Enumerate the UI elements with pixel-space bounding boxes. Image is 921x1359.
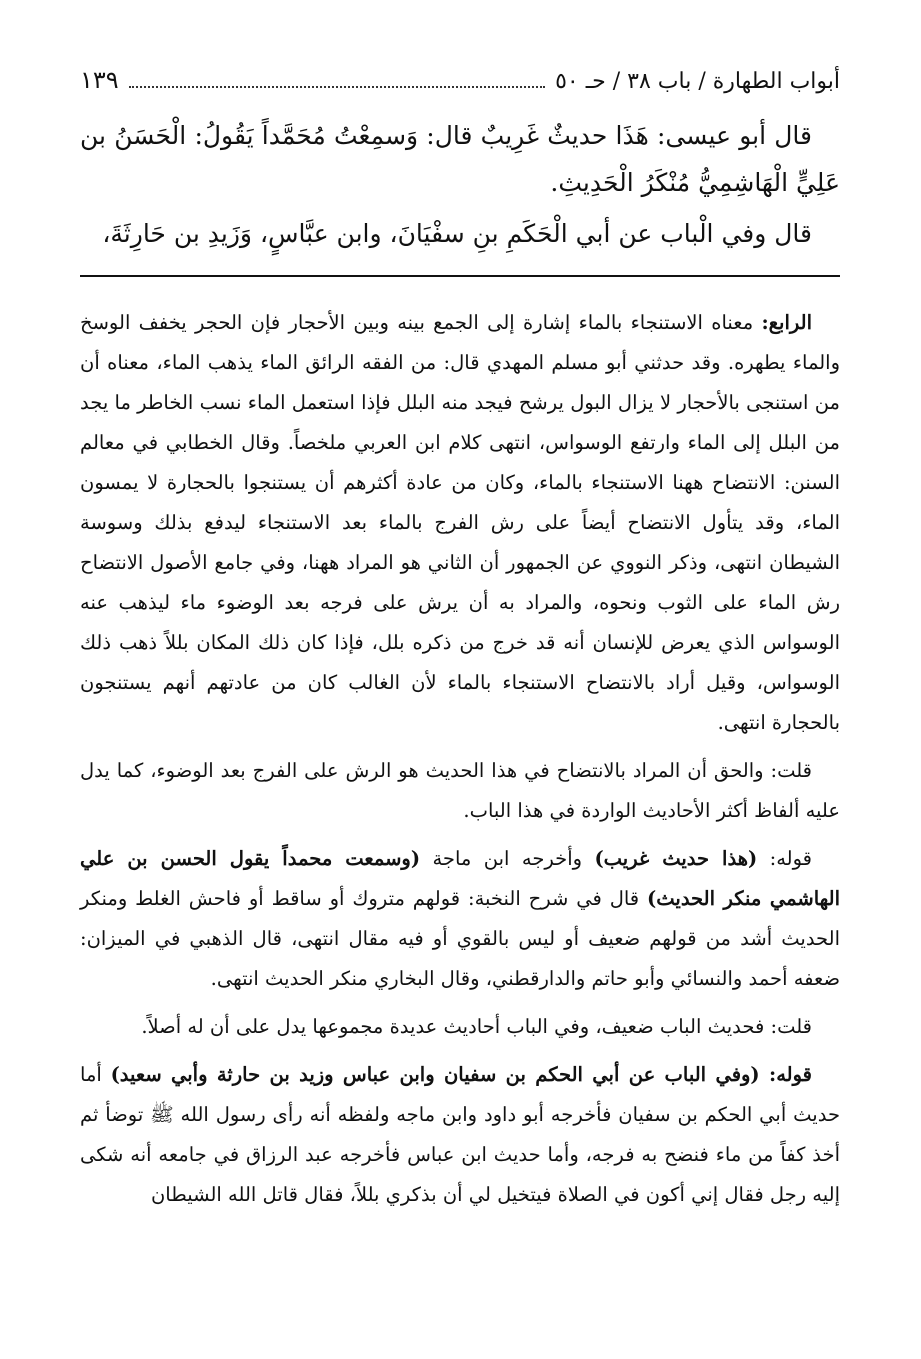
- quoted-phrase: (هذا حديث غريب): [594, 847, 758, 870]
- paragraph-lead: قوله:: [759, 1063, 813, 1086]
- paragraph-text: أما حديث أبي الحكم بن سفيان فأخرجه أبو داود وابن ماجه ولفظه أنه رأى رسول الله ﷺ توضأ ثم أخذ كفاً من ماء فنضح به فرجه، وأما حديث ابن عباس فأخرجه عبد الرزاق في جامعه أنه شكى إليه رجل فقال إني أكون في الصلاة فيتخيل لي أن بذكري بللاً، فقال قاتل الله الشيطان: [80, 1063, 840, 1206]
- commentary-paragraph: [80, 751, 840, 831]
- paragraph-lead: الرابع:: [761, 311, 812, 334]
- running-header: [80, 62, 840, 102]
- chapter-title: أبواب الطهارة / باب ٣٨ / حـ ٥٠: [555, 69, 840, 94]
- quoted-phrase: (وفي الباب عن أبي الحكم بن سفيان وابن عباس وزيد بن حارثة وأبي سعيد): [110, 1063, 760, 1086]
- paragraph-text: قلت: والحق أن المراد بالانتضاح في هذا الحديث هو الرش على الفرج بعد الوضوء، كما يدل عليه ألفاظ أكثر الأحاديث الواردة في هذا الباب.: [80, 759, 840, 822]
- paragraph-lead: قوله:: [757, 847, 812, 870]
- commentary-paragraph: [80, 303, 840, 743]
- divider-line: [80, 275, 840, 277]
- hadith-paragraph: قال وفي الْباب عن أبي الْحَكَمِ بنِ سفْيَانَ، وابن عبَّاسٍ، وَزَيدِ بن حَارِثَةَ،: [102, 219, 812, 248]
- hadith-paragraph: قال أبو عيسى: هَذَا حديثٌ غَرِيبٌ قال: وَسمِعْتُ مُحَمَّداً يَقُولُ: الْحَسَنُ بن عَلِيٍّ الْهَاشِمِيُّ مُنْكَرُ الْحَدِيثِ.: [80, 121, 840, 197]
- commentary-paragraph: [80, 839, 840, 999]
- paragraph-text: معناه الاستنجاء بالماء إشارة إلى الجمع بينه وبين الأحجار فإن الحجر يخفف الوسخ والماء يطهره. وقد حدثني أبو مسلم المهدي قال: من الفقه الرائق الماء يذهب الماء، معناه أن من استنجى بالأحجار لا يزال البول يرشح فيجد منه البلل فإذا استعمل الماء نسب الخاطر ما يجد من البلل إلى الماء وارتفع الوسواس، انتهى كلام ابن العربي ملخصاً. وقال الخطابي في معالم السنن: الانتضاح ههنا الاستنجاء بالماء، وكان من عادة أكثرهم أن يستنجوا بالحجارة لا يمسون الماء، وقد يتأول الانتضاح أيضاً على رش الفرج بالماء بعد الاستنجاء ليدفع بذلك وسوسة الشيطان انتهى، وذكر النووي عن الجمهور أن الثاني هو المراد ههنا، وفي جامع الأصول الانتضاح رش الماء على الثوب ونحوه، والمراد به أن يرش على فرجه بعد الوضوء ماء ليذهب عنه الوسواس الذي يعرض للإنسان أنه قد خرج من ذكره بلل، فإذا كان ذلك المكان بللاً ذهب ذلك الوسواس، وقيل أراد بالانتضاح الاستنجاء بالماء لأن الغالب كان من عادتهم أنهم يستنجون بالحجارة انتهى.: [80, 311, 840, 734]
- page: [80, 62, 840, 1223]
- commentary: [80, 303, 840, 1215]
- commentary-paragraph: [80, 1055, 840, 1215]
- page-number: ١٣٩: [80, 66, 119, 94]
- paragraph-text: قال في شرح النخبة: قولهم متروك أو ساقط أو فاحش الغلط ومنكر الحديث أشد من قولهم ضعيف أو ليس بالقوي أو فيه مقال انتهى، قال الذهبي في الميزان: ضعفه أحمد والنسائي وأبو حاتم والدارقطني، وقال البخاري منكر الحديث انتهى.: [80, 887, 840, 990]
- commentary-paragraph: [80, 1007, 840, 1047]
- paragraph-text: قلت: فحديث الباب ضعيف، وفي الباب أحاديث عديدة مجموعها يدل على أن له أصلاً.: [141, 1015, 812, 1038]
- quoted-phrase: (وسمعت محمداً يقول الحسن بن علي الهاشمي منكر الحديث): [80, 847, 840, 910]
- hadith-text: [80, 112, 840, 257]
- paragraph-text: وأخرجه ابن ماجة: [420, 847, 595, 870]
- leader-dots: [129, 72, 545, 88]
